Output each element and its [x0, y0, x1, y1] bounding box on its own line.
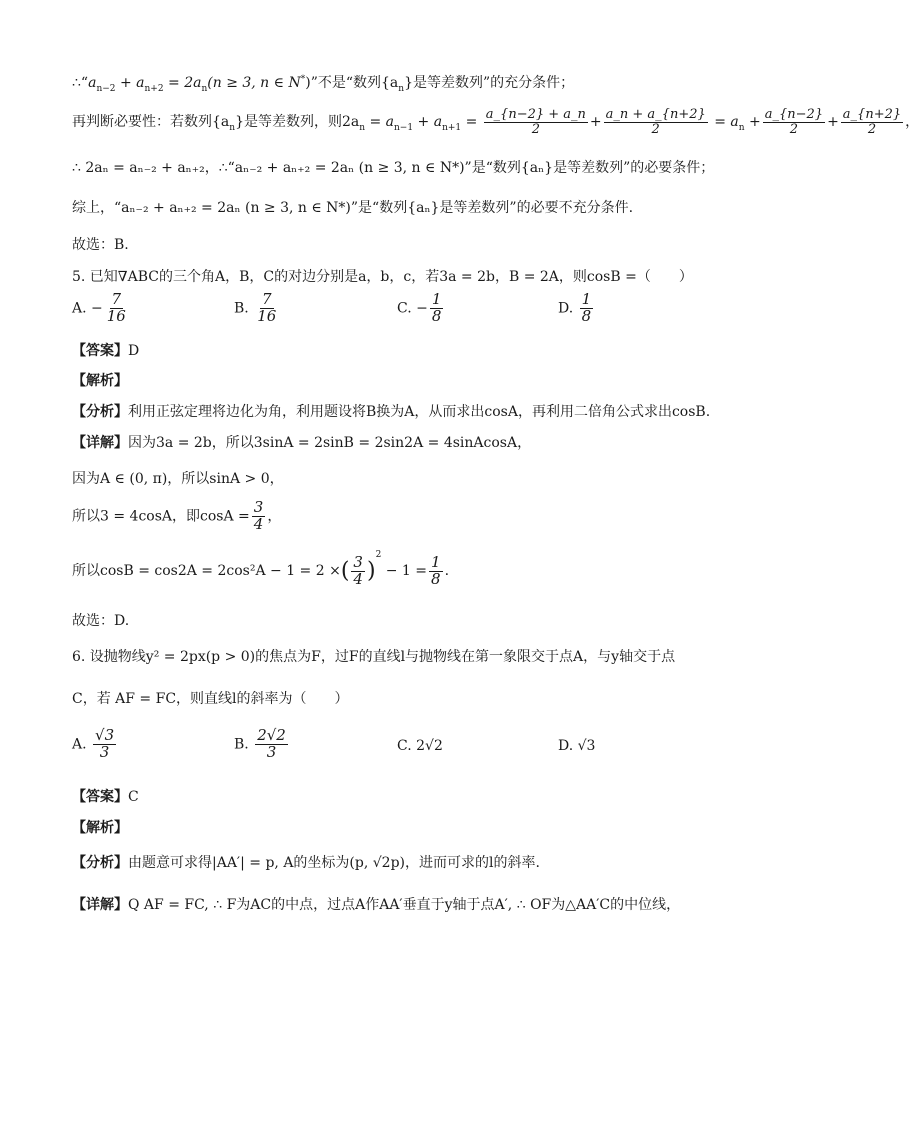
q5-step-2: 因为A ∈ (0, π)，所以sinA > 0，	[72, 471, 284, 487]
q5-fenxi: 【分析】利用正弦定理将边化为角，利用题设将B换为A，从而求出cosA，再利用二倍角公式求出cosB.	[72, 404, 711, 420]
q6-stem-line-2: C，若 AF = FC，则直线l的斜率为（ ）	[72, 691, 349, 707]
q5-choice: 故选：D.	[72, 613, 130, 629]
solution-choice-b: 故选：B.	[72, 237, 129, 253]
q5-answer: 【答案】D	[72, 343, 140, 359]
q5-option-a: A. − $\frac{7}{16}$	[72, 290, 126, 325]
q6-xiangjie: 【详解】Q AF = FC, ∴ F为AC的中点，过点A作AA′垂直于y轴于点A′, ∴ OF为△AA′C的中位线，	[72, 897, 681, 913]
q6-option-d: D. √3	[558, 738, 596, 754]
q6-fenxi: 【分析】由题意可求得|AA′| = p, A的坐标为(p, √2p)，进而可求的l的斜率.	[72, 855, 540, 871]
q5-step-3: 所以3 = 4cosA，即cosA = $\frac{3}{4}$ ，	[72, 498, 282, 533]
solution-line-1: $\therefore“a_{n-2} + a_{n+2} = 2a_n(n \ge 3$, n ∈ N*)”不是“数列$\{a_n\}$是等差数列”的充分条件；	[72, 74, 575, 94]
solution-line-3: ∴ 2aₙ = aₙ₋₂ + aₙ₊₂，∴“aₙ₋₂ + aₙ₊₂ = 2aₙ (n ≥ 3, n ∈ N*)”是“数列{aₙ}是等差数列”的必要条件；	[72, 160, 715, 176]
q5-stem: 5. 已知∇ABC的三个角A，B，C的对边分别是a，b，c，若3a = 2b，B = 2A，则cosB =（ ）	[72, 269, 693, 285]
q5-step-4: 所以cosB = cos2A = 2cos²A − 1 = 2 ×( $\frac{3}{4}$ )$^2$ − 1 = $\frac{1}{8}$ .	[72, 550, 450, 588]
q5-option-c: C. − $\frac{1}{8}$	[397, 290, 442, 325]
q6-option-a: A. $\frac{√3}{3}$	[72, 726, 115, 761]
q5-option-b: B. $\frac{7}{16}$	[234, 290, 277, 325]
q6-analysis-heading: 【解析】	[72, 820, 128, 836]
q6-option-c: C. 2√2	[397, 738, 443, 754]
solution-line-2: 再判断必要性：若数列$\{a_n\}$是等差数列，则$2a_n = a_{n-1} + a_{n+1}$ = $\frac{a\_\{n-2\} + a\_n}{2}$ + $\frac{a\_n + a\_\{n+2\}}{2}$ = $a_n$ + $\frac{a\_\{n-2\}}{2}$ + $\frac{a\_\{n+2\}}{2}$ ，	[72, 107, 919, 137]
q5-option-d: D. $\frac{1}{8}$	[558, 290, 592, 325]
q6-answer: 【答案】C	[72, 789, 139, 805]
q5-analysis-heading: 【解析】	[72, 373, 128, 389]
q6-option-b: B. $\frac{2√2}{3}$	[234, 726, 286, 761]
q6-stem-line-1: 6. 设抛物线y² = 2px(p > 0)的焦点为F，过F的直线l与抛物线在第一象限交于点A，与y轴交于点	[72, 649, 676, 665]
solution-line-4: 综上，“aₙ₋₂ + aₙ₊₂ = 2aₙ (n ≥ 3, n ∈ N*)”是“数列{aₙ}是等差数列”的必要不充分条件.	[72, 200, 634, 216]
q5-xiangjie: 【详解】因为3a = 2b，所以3sinA = 2sinB = 2sin2A = 4sinAcosA，	[72, 435, 532, 451]
